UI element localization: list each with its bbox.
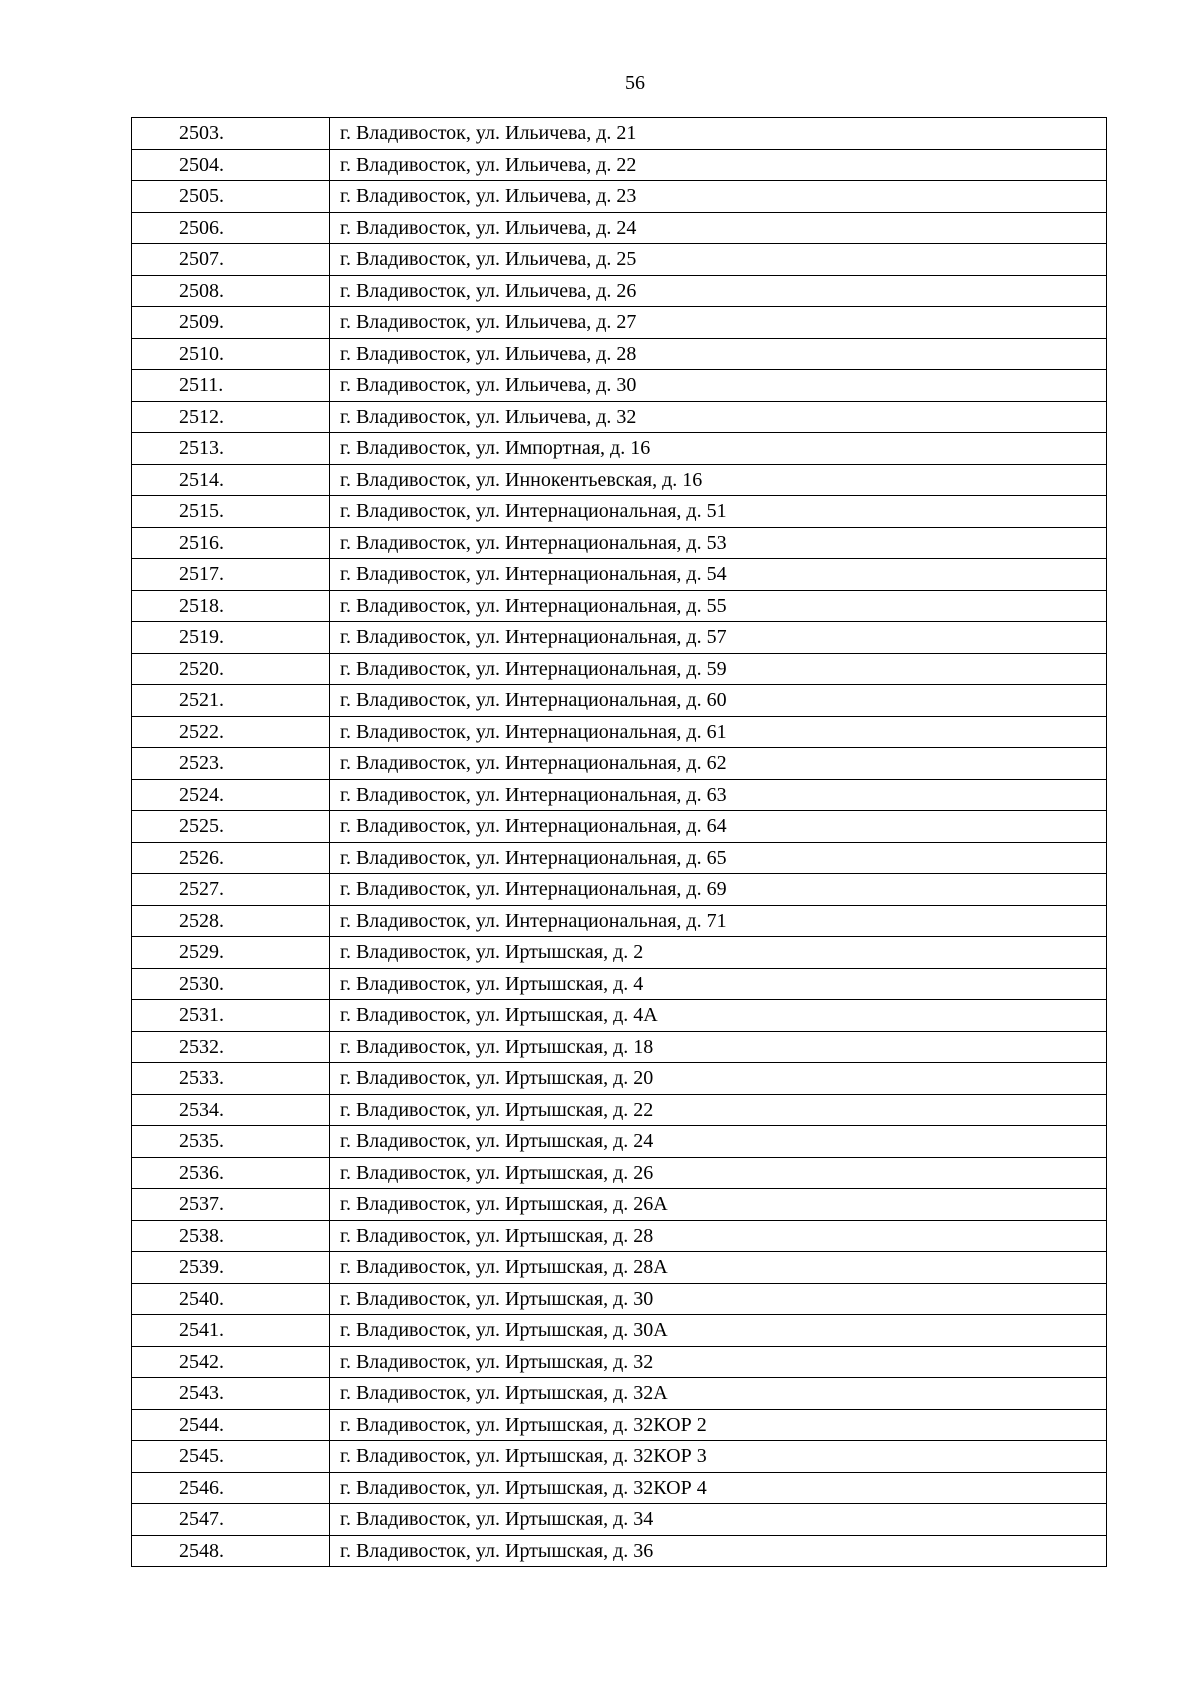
row-number: 2530. [132, 968, 330, 1000]
row-number: 2531. [132, 1000, 330, 1032]
row-address: г. Владивосток, ул. Иртышская, д. 30А [330, 1315, 1107, 1347]
row-number: 2519. [132, 622, 330, 654]
row-address: г. Владивосток, ул. Иртышская, д. 18 [330, 1031, 1107, 1063]
table-row [132, 149, 1107, 181]
row-address: г. Владивосток, ул. Иртышская, д. 4А [330, 1000, 1107, 1032]
row-number: 2532. [132, 1031, 330, 1063]
row-number: 2514. [132, 464, 330, 496]
row-number: 2512. [132, 401, 330, 433]
table-row [132, 1409, 1107, 1441]
row-address: г. Владивосток, ул. Иртышская, д. 32КОР 2 [330, 1409, 1107, 1441]
table-row [132, 307, 1107, 339]
table-row [132, 1535, 1107, 1567]
row-number: 2537. [132, 1189, 330, 1221]
row-address: г. Владивосток, ул. Ильичева, д. 25 [330, 244, 1107, 276]
table-row [132, 1346, 1107, 1378]
row-address: г. Владивосток, ул. Иртышская, д. 30 [330, 1283, 1107, 1315]
table-row [132, 685, 1107, 717]
row-number: 2543. [132, 1378, 330, 1410]
row-address: г. Владивосток, ул. Интернациональная, д. 69 [330, 874, 1107, 906]
address-table-body [132, 118, 1107, 1567]
row-number: 2505. [132, 181, 330, 213]
table-row [132, 275, 1107, 307]
row-address: г. Владивосток, ул. Интернациональная, д. 59 [330, 653, 1107, 685]
row-number: 2542. [132, 1346, 330, 1378]
row-address: г. Владивосток, ул. Иртышская, д. 34 [330, 1504, 1107, 1536]
row-number: 2515. [132, 496, 330, 528]
row-number: 2533. [132, 1063, 330, 1095]
row-address: г. Владивосток, ул. Иртышская, д. 32А [330, 1378, 1107, 1410]
row-address: г. Владивосток, ул. Интернациональная, д. 60 [330, 685, 1107, 717]
table-row [132, 1189, 1107, 1221]
table-row [132, 1472, 1107, 1504]
table-row [132, 1315, 1107, 1347]
table-row [132, 937, 1107, 969]
row-address: г. Владивосток, ул. Иртышская, д. 36 [330, 1535, 1107, 1567]
row-number: 2513. [132, 433, 330, 465]
row-number: 2526. [132, 842, 330, 874]
row-number: 2539. [132, 1252, 330, 1284]
table-row [132, 401, 1107, 433]
row-number: 2520. [132, 653, 330, 685]
table-row [132, 1252, 1107, 1284]
row-number: 2506. [132, 212, 330, 244]
row-address: г. Владивосток, ул. Иртышская, д. 2 [330, 937, 1107, 969]
row-number: 2521. [132, 685, 330, 717]
table-row [132, 1031, 1107, 1063]
row-address: г. Владивосток, ул. Интернациональная, д. 51 [330, 496, 1107, 528]
row-number: 2504. [132, 149, 330, 181]
row-address: г. Владивосток, ул. Иртышская, д. 28А [330, 1252, 1107, 1284]
row-number: 2529. [132, 937, 330, 969]
table-row [132, 118, 1107, 150]
row-address: г. Владивосток, ул. Иртышская, д. 26 [330, 1157, 1107, 1189]
row-number: 2541. [132, 1315, 330, 1347]
row-address: г. Владивосток, ул. Ильичева, д. 32 [330, 401, 1107, 433]
table-row [132, 1157, 1107, 1189]
table-row [132, 1378, 1107, 1410]
row-number: 2518. [132, 590, 330, 622]
table-row [132, 716, 1107, 748]
table-row [132, 653, 1107, 685]
table-row [132, 464, 1107, 496]
table-row [132, 212, 1107, 244]
row-number: 2540. [132, 1283, 330, 1315]
address-table [131, 117, 1107, 1567]
table-row [132, 842, 1107, 874]
table-row [132, 181, 1107, 213]
table-row [132, 874, 1107, 906]
row-number: 2547. [132, 1504, 330, 1536]
row-address: г. Владивосток, ул. Иртышская, д. 26А [330, 1189, 1107, 1221]
table-row [132, 968, 1107, 1000]
table-row [132, 496, 1107, 528]
row-number: 2527. [132, 874, 330, 906]
row-address: г. Владивосток, ул. Импортная, д. 16 [330, 433, 1107, 465]
table-row [132, 433, 1107, 465]
row-address: г. Владивосток, ул. Иртышская, д. 22 [330, 1094, 1107, 1126]
row-address: г. Владивосток, ул. Интернациональная, д. 62 [330, 748, 1107, 780]
row-number: 2545. [132, 1441, 330, 1473]
table-row [132, 1063, 1107, 1095]
table-row [132, 1094, 1107, 1126]
row-address: г. Владивосток, ул. Ильичева, д. 27 [330, 307, 1107, 339]
row-number: 2509. [132, 307, 330, 339]
row-number: 2544. [132, 1409, 330, 1441]
row-address: г. Владивосток, ул. Ильичева, д. 26 [330, 275, 1107, 307]
row-address: г. Владивосток, ул. Ильичева, д. 23 [330, 181, 1107, 213]
table-row [132, 1220, 1107, 1252]
row-address: г. Владивосток, ул. Интернациональная, д. 65 [330, 842, 1107, 874]
row-address: г. Владивосток, ул. Интернациональная, д. 55 [330, 590, 1107, 622]
row-address: г. Владивосток, ул. Интернациональная, д. 53 [330, 527, 1107, 559]
row-number: 2522. [132, 716, 330, 748]
row-number: 2548. [132, 1535, 330, 1567]
row-address: г. Владивосток, ул. Интернациональная, д. 63 [330, 779, 1107, 811]
row-number: 2503. [132, 118, 330, 150]
table-row [132, 748, 1107, 780]
row-number: 2535. [132, 1126, 330, 1158]
row-address: г. Владивосток, ул. Иртышская, д. 32 [330, 1346, 1107, 1378]
row-number: 2517. [132, 559, 330, 591]
row-number: 2534. [132, 1094, 330, 1126]
row-number: 2508. [132, 275, 330, 307]
row-number: 2523. [132, 748, 330, 780]
row-address: г. Владивосток, ул. Интернациональная, д. 71 [330, 905, 1107, 937]
row-address: г. Владивосток, ул. Ильичева, д. 30 [330, 370, 1107, 402]
row-number: 2528. [132, 905, 330, 937]
table-row [132, 590, 1107, 622]
row-number: 2516. [132, 527, 330, 559]
row-address: г. Владивосток, ул. Иннокентьевская, д. 16 [330, 464, 1107, 496]
row-address: г. Владивосток, ул. Интернациональная, д. 64 [330, 811, 1107, 843]
page-number: 56 [625, 72, 645, 94]
row-number: 2510. [132, 338, 330, 370]
table-row [132, 527, 1107, 559]
table-row [132, 1000, 1107, 1032]
row-address: г. Владивосток, ул. Ильичева, д. 22 [330, 149, 1107, 181]
table-row [132, 1441, 1107, 1473]
row-address: г. Владивосток, ул. Иртышская, д. 24 [330, 1126, 1107, 1158]
row-number: 2511. [132, 370, 330, 402]
row-number: 2507. [132, 244, 330, 276]
table-row [132, 622, 1107, 654]
row-address: г. Владивосток, ул. Интернациональная, д. 57 [330, 622, 1107, 654]
table-row [132, 905, 1107, 937]
table-row [132, 338, 1107, 370]
row-address: г. Владивосток, ул. Интернациональная, д. 61 [330, 716, 1107, 748]
row-address: г. Владивосток, ул. Интернациональная, д. 54 [330, 559, 1107, 591]
row-number: 2525. [132, 811, 330, 843]
table-row [132, 1504, 1107, 1536]
row-address: г. Владивосток, ул. Иртышская, д. 28 [330, 1220, 1107, 1252]
row-number: 2536. [132, 1157, 330, 1189]
table-row [132, 370, 1107, 402]
row-number: 2546. [132, 1472, 330, 1504]
table-row [132, 1283, 1107, 1315]
row-address: г. Владивосток, ул. Иртышская, д. 32КОР 3 [330, 1441, 1107, 1473]
row-number: 2538. [132, 1220, 330, 1252]
table-row [132, 559, 1107, 591]
row-address: г. Владивосток, ул. Иртышская, д. 20 [330, 1063, 1107, 1095]
row-address: г. Владивосток, ул. Ильичева, д. 28 [330, 338, 1107, 370]
table-row [132, 779, 1107, 811]
row-address: г. Владивосток, ул. Ильичева, д. 21 [330, 118, 1107, 150]
table-row [132, 1126, 1107, 1158]
row-address: г. Владивосток, ул. Ильичева, д. 24 [330, 212, 1107, 244]
row-address: г. Владивосток, ул. Иртышская, д. 4 [330, 968, 1107, 1000]
row-number: 2524. [132, 779, 330, 811]
table-row [132, 244, 1107, 276]
row-address: г. Владивосток, ул. Иртышская, д. 32КОР 4 [330, 1472, 1107, 1504]
table-row [132, 811, 1107, 843]
